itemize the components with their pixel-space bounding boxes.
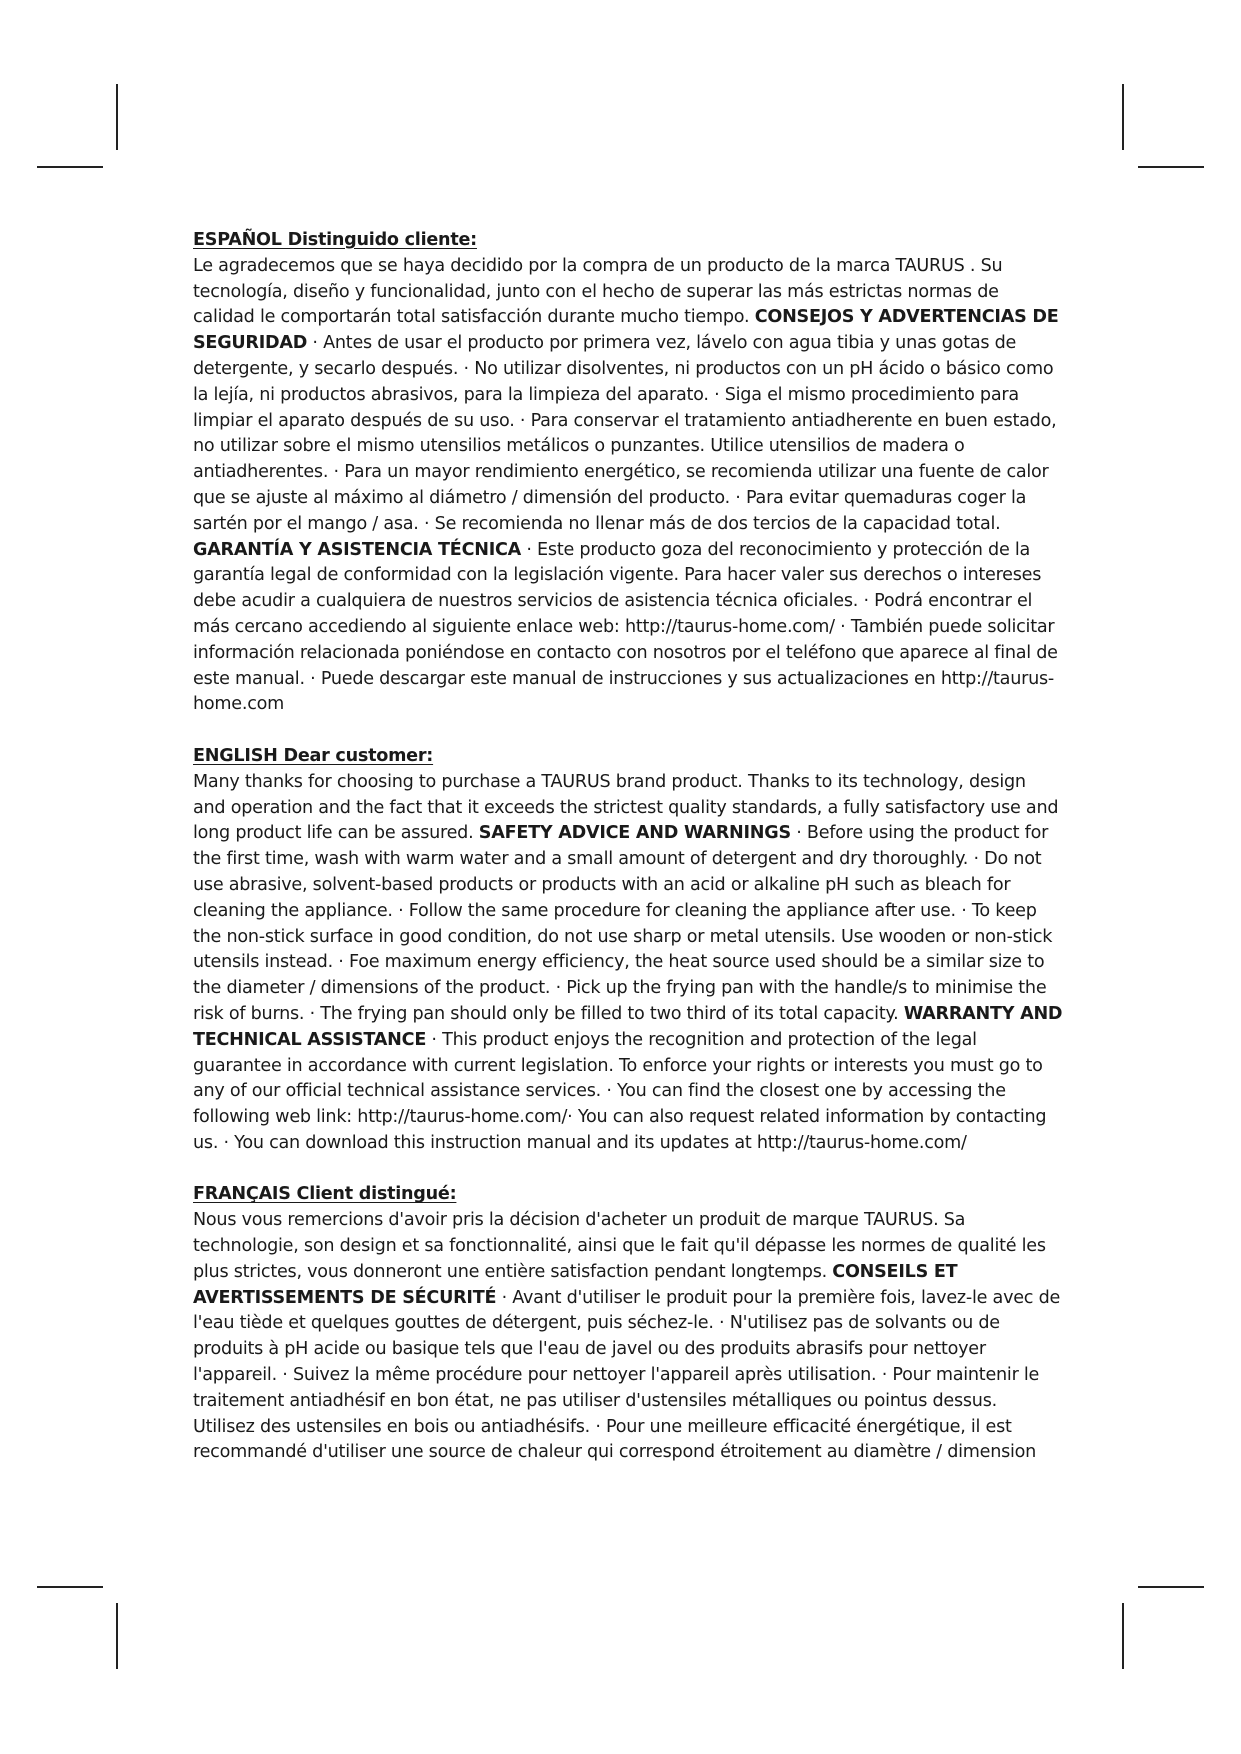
manual-text-column (193, 228, 1063, 1466)
bold-heading-warranty: WARRANTY AND TECHNICAL ASSISTANCE (193, 1003, 1063, 1050)
section-english (193, 744, 1063, 1157)
body-text: Many thanks for choosing to purchase a TAURUS brand product. Thanks to its technology, design and operation and the fact that it exceeds the strictest quality standards, a fully satisfactory use and long product life can be assured. (193, 771, 1059, 844)
crop-mark-top-left-vertical (116, 84, 118, 150)
bold-heading-warranty: GARANTÍA Y ASISTENCIA TÉCNICA (193, 539, 522, 560)
section-francais (193, 1182, 1063, 1466)
crop-mark-bottom-right-vertical (1122, 1603, 1124, 1669)
bold-heading-safety: CONSEILS ET AVERTISSEMENTS DE SÉCURITÉ (193, 1261, 958, 1308)
body-text: · This product enjoys the recognition and protection of the legal guarantee in accordance with current legislation. To enforce your rights or interests you must go to any of our official technical assistance services. · You can find the closest one by accessing the following web link: http://taurus-home.com/· You can also request related information by contacting us. · You can download this instruction manual and its updates at http://taurus-home.com/ (193, 1029, 1047, 1153)
body-text: · Este producto goza del reconocimiento y protección de la garantía legal de conformidad con la legislación vigente. Para hacer valer sus derechos o intereses debe acudir a cualquiera de nuestros servicios de asistencia técnica oficiales. · Podrá encontrar el más cercano accediendo al siguiente enlace web: http://taurus-home.com/ · También puede solicitar información relacionada poniéndose en contacto con nosotros por el teléfono que aparece al final de este manual. · Puede descargar este manual de instrucciones y sus actualizaciones en http://taurus-home.com (193, 539, 1058, 715)
section-heading: FRANÇAIS Client distingué: (193, 1184, 457, 1205)
bold-heading-safety: SAFETY ADVICE AND WARNINGS (478, 823, 791, 844)
crop-mark-top-right-vertical (1122, 84, 1124, 150)
section-heading: ESPAÑOL Distinguido cliente: (193, 230, 477, 250)
body-text: Nous vous remercions d'avoir pris la décision d'acheter un produit de marque TAURUS. Sa technologie, son design et sa fonctionnalité, ainsi que le fait qu'il dépasse les normes de qualité les plus strictes, vous donneront une entière satisfaction pendant longtemps. (193, 1210, 1046, 1282)
crop-mark-bottom-right-horizontal (1138, 1586, 1204, 1588)
section-body (193, 1208, 1063, 1466)
section-body (193, 254, 1063, 718)
crop-mark-top-right-horizontal (1138, 166, 1204, 168)
section-espanol (193, 228, 1063, 718)
body-text: · Antes de usar el producto por primera vez, lávelo con agua tibia y unas gotas de detergente, y secarlo después. · No utilizar disolventes, ni productos con un pH ácido o básico como la lejía, ni productos abrasivos, para la limpieza del aparato. · Siga el mismo procedimiento para limpiar el aparato después de su uso. · Para conservar el tratamiento antiadherente en buen estado, no utilizar sobre el mismo utensilios metálicos o punzantes. Utilice utensilios de madera o antiadherentes. · Para un mayor rendimiento energético, se recomienda utilizar una fuente de calor que se ajuste al máximo al diámetro / dimensión del producto. · Para evitar quemaduras coger la sartén por el mango / asa. · Se recomienda no llenar más de dos tercios de la capacidad total. (193, 333, 1057, 534)
section-body (193, 770, 1063, 1157)
body-text: Le agradecemos que se haya decidido por la compra de un producto de la marca TAURUS . Su tecnología, diseño y funcionalidad, junto con el hecho de superar las más estrictas normas de calidad le comportarán total satisfacción durante mucho tiempo. (193, 255, 1003, 328)
crop-mark-top-left-horizontal (37, 166, 103, 168)
body-text: · Avant d'utiliser le produit pour la première fois, lavez-le avec de l'eau tiède et quelques gouttes de détergent, puis séchez-le. · N'utilisez pas de solvants ou de produits à pH acide ou basique tels que l'eau de javel ou des produits abrasifs pour nettoyer l'appareil. · Suivez la même procédure pour nettoyer l'appareil après utilisation. · Pour maintenir le traitement antiadhésif en bon état, ne pas utiliser d'ustensiles métalliques ou pointus dessus. Utilisez des ustensiles en bois ou antiadhésifs. · Pour une meilleure efficacité énergétique, il est recommandé d'utiliser une source de chaleur qui correspond étroitement au diamètre / dimension (193, 1287, 1061, 1463)
bold-heading-safety: CONSEJOS Y ADVERTENCIAS DE SEGURIDAD (193, 307, 1059, 354)
section-heading: ENGLISH Dear customer: (193, 745, 434, 766)
body-text: · Before using the product for the first time, wash with warm water and a small amount of detergent and dry thoroughly. · Do not use abrasive, solvent-based products or products with an acid or alkaline pH such as bleach for cleaning the appliance. · Follow the same procedure for cleaning the appliance after use. · To keep the non-stick surface in good condition, do not use sharp or metal utensils. Use wooden or non-stick utensils instead. · Foe maximum energy efficiency, the heat source used should be a similar size to the diameter / dimensions of the product. · Pick up the frying pan with the handle/s to minimise the risk of burns. · The frying pan should only be filled to two third of its total capacity. (193, 823, 1053, 1024)
crop-mark-bottom-left-vertical (116, 1603, 118, 1669)
crop-mark-bottom-left-horizontal (37, 1586, 103, 1588)
